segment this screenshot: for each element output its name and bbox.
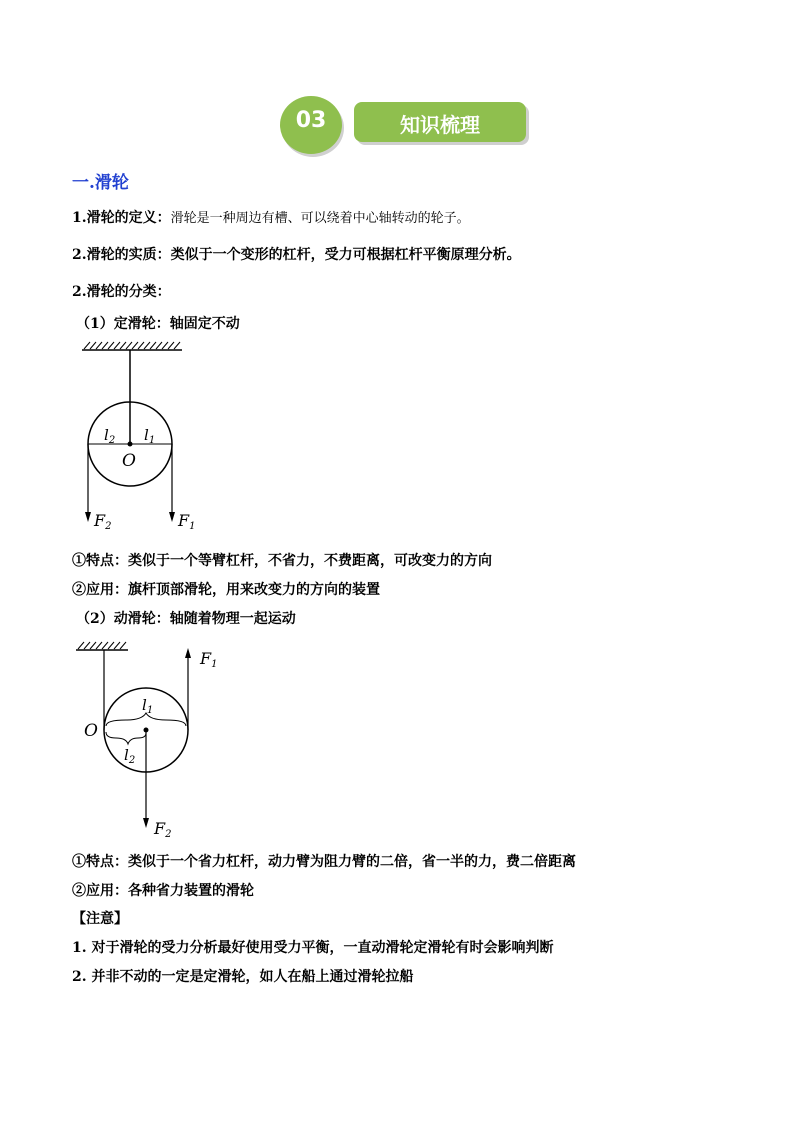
pivot-point bbox=[128, 442, 133, 447]
fixed-feature: ①特点：类似于一个等臂杠杆，不省力，不费距离，可改变力的方向 bbox=[72, 553, 492, 569]
badge-number-circle bbox=[280, 96, 342, 154]
arrow-f1 bbox=[169, 512, 175, 522]
label-f1: F1 bbox=[178, 511, 196, 532]
fixed-application: ②应用：旗杆顶部滑轮，用来改变力的方向的装置 bbox=[72, 582, 380, 598]
brace-l2 bbox=[106, 732, 146, 744]
movable-feature: ①特点：类似于一个省力杠杆，动力臂为阻力臂的二倍，省一半的力，费二倍距离 bbox=[72, 854, 576, 870]
movable-pulley-diagram bbox=[76, 640, 236, 840]
note-heading: 【注意】 bbox=[72, 911, 128, 927]
classification-heading: 2.滑轮的分类： bbox=[72, 284, 171, 300]
badge-title-bar bbox=[354, 102, 526, 142]
essence-line: 2.滑轮的实质：类似于一个变形的杠杆，受力可根据杠杆平衡原理分析。 bbox=[72, 247, 521, 263]
badge-title: 知识梳理 bbox=[400, 113, 480, 137]
movable-application: ②应用：各种省力装置的滑轮 bbox=[72, 883, 254, 899]
section-title: 一.滑轮 bbox=[72, 173, 129, 193]
note-item: 2. 并非不动的一定是定滑轮，如人在船上通过滑轮拉船 bbox=[72, 969, 414, 985]
label-o: O bbox=[84, 721, 98, 741]
ceiling-hatch bbox=[78, 642, 126, 649]
label-f2: F2 bbox=[94, 511, 112, 532]
arrow-f2 bbox=[143, 818, 149, 828]
label-f1: F1 bbox=[200, 649, 218, 670]
movable-pulley-heading: （2）动滑轮：轴随着物理一起运动 bbox=[76, 611, 296, 627]
fixed-pulley-diagram bbox=[76, 338, 196, 534]
definition-line bbox=[72, 207, 470, 227]
section-badge bbox=[280, 96, 532, 158]
fixed-pulley-heading: （1）定滑轮：轴固定不动 bbox=[76, 316, 240, 332]
definition-text: 滑轮是一种周边有槽、可以绕着中心轴转动的轮子。 bbox=[170, 211, 470, 226]
label-l1: $l_1$ bbox=[144, 426, 156, 446]
label-l2: $l_2$ bbox=[104, 426, 116, 446]
arrow-f2 bbox=[85, 512, 91, 522]
definition-label: 1.滑轮的定义： bbox=[72, 210, 171, 226]
label-l1: $l_1$ bbox=[142, 696, 154, 716]
label-l2: $l_2$ bbox=[124, 746, 136, 766]
label-f2: F2 bbox=[154, 819, 172, 840]
arrow-f1 bbox=[185, 648, 191, 658]
note-item: 1. 对于滑轮的受力分析最好使用受力平衡，一直动滑轮定滑轮有时会影响判断 bbox=[72, 940, 554, 956]
ceiling-hatch bbox=[84, 342, 180, 349]
label-o: O bbox=[122, 451, 136, 471]
badge-number: 03 bbox=[295, 108, 327, 133]
